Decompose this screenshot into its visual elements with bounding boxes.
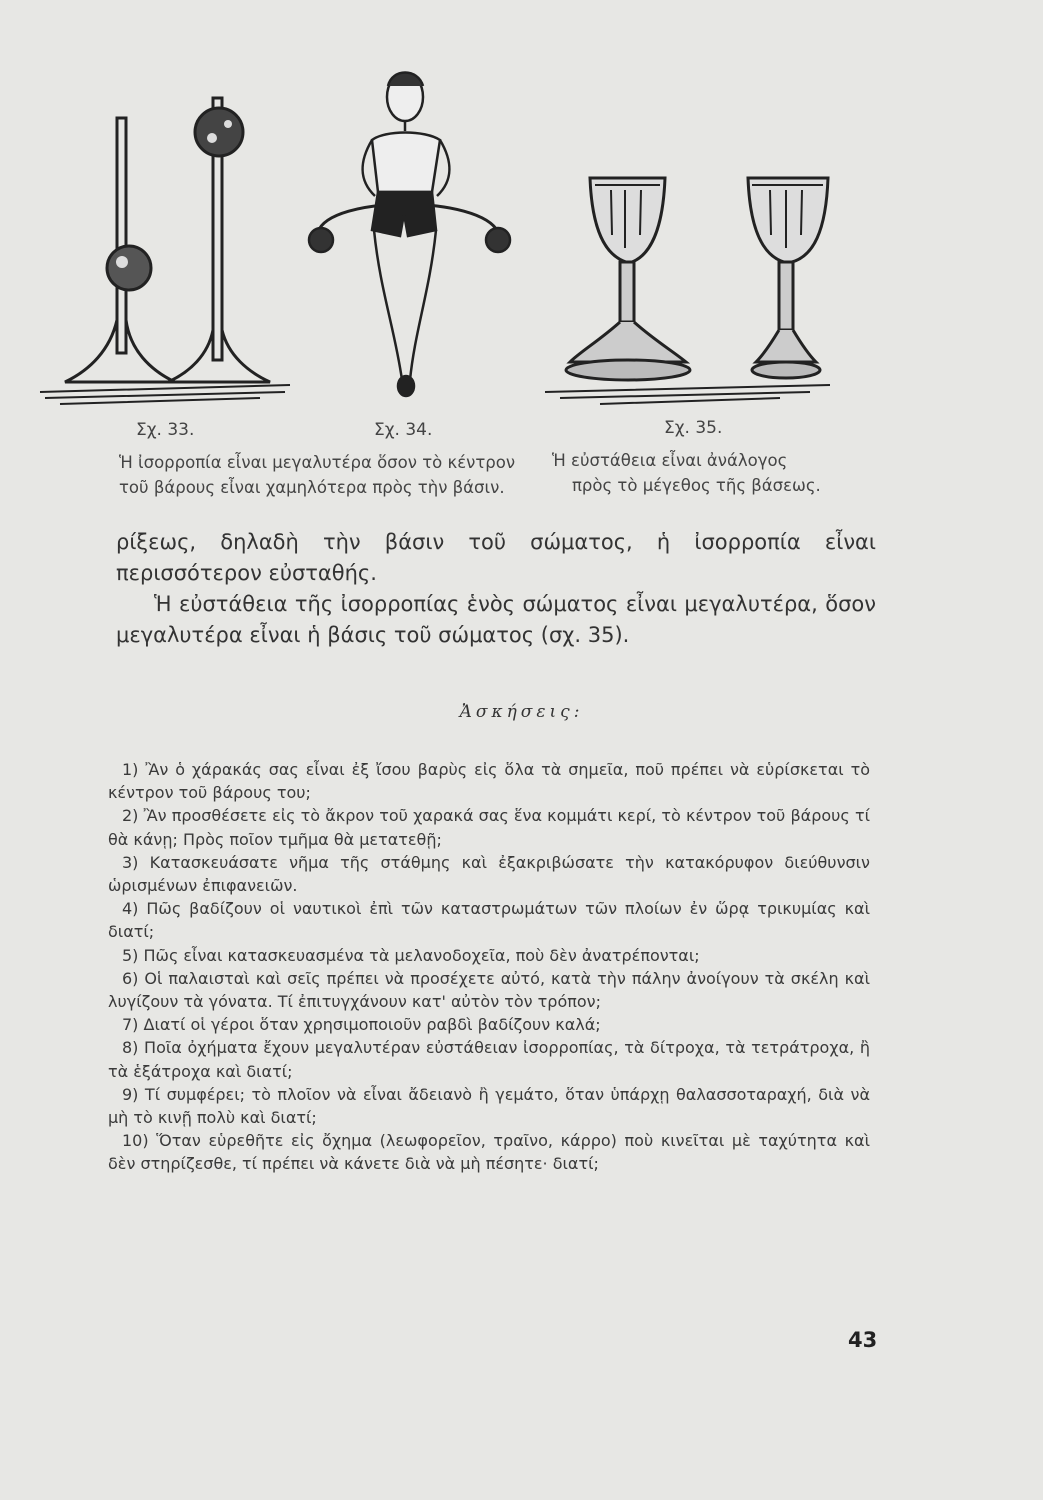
exercise-item: 4) Πῶς βαδίζουν οἱ ναυτικοὶ ἐπὶ τῶν καταστρωμάτων τῶν πλοίων ἐν ὥρᾳ τρικυμίας καὶ διατί; — [108, 899, 870, 942]
body-paragraph-1: ρίξεως, δηλαδὴ τὴν βάσιν τοῦ σώματος, ἡ ἰσορροπία εἶναι περισσότερον εὐσταθής. — [116, 530, 876, 585]
caption-right-line1: Ἡ εὐστάθεια εἶναι ἀνάλογος — [552, 451, 788, 470]
fig33-balance-stands — [40, 98, 290, 404]
exercise-item: 6) Οἱ παλαισταὶ καὶ σεῖς πρέπει νὰ προσέχετε αὐτό, κατὰ τὴν πάλην ἀνοίγουν τὰ σκέλη καὶ λυγίζουν τὰ γόνατα. Τί ἐπιτυγχάνουν κατ' αὐτὸν τὸν τρόπον; — [108, 968, 870, 1012]
exercise-item: 3) Κατασκευάσατε νῆμα τῆς στάθμης καὶ ἐξακριβώσατε τὴν κατακόρυφον διεύθυνσιν ὡρισμένων ἐπιφανειῶν. — [108, 852, 870, 896]
exercise-item: 1) Ἂν ὁ χάρακάς σας εἶναι ἐξ ἴσου βαρὺς εἰς ὅλα τὰ σημεῖα, ποῦ πρέπει νὰ εὑρίσκεται τὸ κέντρον τοῦ βάρους του; — [108, 760, 870, 803]
exercise-item: 2) Ἂν προσθέσετε εἰς τὸ ἄκρον τοῦ χαρακά σας ἕνα κομμάτι κερί, τὸ κέντρον τοῦ βάρους τί θὰ κάνῃ; Πρὸς ποῖον τμῆμα θὰ μετατεθῇ; — [108, 806, 870, 849]
fig34-acrobat — [309, 73, 510, 397]
exercise-item: 5) Πῶς εἶναι κατασκευασμένα τὰ μελανοδοχεῖα, ποὺ δὲν ἀνατρέπονται; — [122, 945, 700, 965]
figures-illustration — [0, 0, 1043, 420]
exercise-item: 7) Διατί οἱ γέροι ὅταν χρησιμοποιοῦν ραβδὶ βαδίζουν καλά; — [122, 1015, 601, 1035]
body-paragraph-2: Ἡ εὐστάθεια τῆς ἰσορροπίας ἑνὸς σώματος εἶναι μεγαλυτέρα, ὅσον μεγαλυτέρα εἶναι ἡ βάσις τοῦ σώματος (σχ. 35). — [116, 592, 876, 647]
fig33-label: Σχ. 33. — [136, 420, 195, 440]
exercise-item: 10) Ὅταν εὑρεθῆτε εἰς ὄχημα (λεωφορεῖον, τραῖνο, κάρρο) ποὺ κινεῖται μὲ ταχύτητα καὶ δὲν στηρίζεσθε, τί πρέπει νὰ κάνετε διὰ νὰ μὴ πέσητε· διατί; — [108, 1131, 870, 1174]
body-text — [116, 527, 876, 651]
fig35-goblets — [545, 178, 830, 404]
fig34-label: Σχ. 34. — [374, 420, 433, 440]
exercises-list — [108, 758, 870, 1176]
caption-right-line2: πρὸς τὸ μέγεθος τῆς βάσεως. — [572, 476, 821, 495]
page-number: 43 — [848, 1328, 878, 1352]
caption-left-line2: τοῦ βάρους εἶναι χαμηλότερα πρὸς τὴν βάσιν. — [119, 478, 505, 497]
fig35-label: Σχ. 35. — [664, 418, 723, 438]
exercise-item: 8) Ποῖα ὀχήματα ἔχουν μεγαλυτέραν εὐστάθειαν ἰσορροπίας, τὰ δίτροχα, τὰ τετράτροχα, ἢ τὰ ἑξάτροχα καὶ διατί; — [108, 1038, 870, 1081]
exercises-heading: Ἀσκήσεις: — [459, 702, 584, 722]
caption-left-line1: Ἡ ἰσορροπία εἶναι μεγαλυτέρα ὅσον τὸ κέντρον — [119, 453, 516, 472]
exercise-item: 9) Τί συμφέρει; τὸ πλοῖον νὰ εἶναι ἄδειανὸ ἢ γεμάτο, ὅταν ὑπάρχῃ θαλασσοταραχή, διὰ νὰ μὴ τὸ κινῇ πολὺ καὶ διατί; — [108, 1084, 870, 1128]
